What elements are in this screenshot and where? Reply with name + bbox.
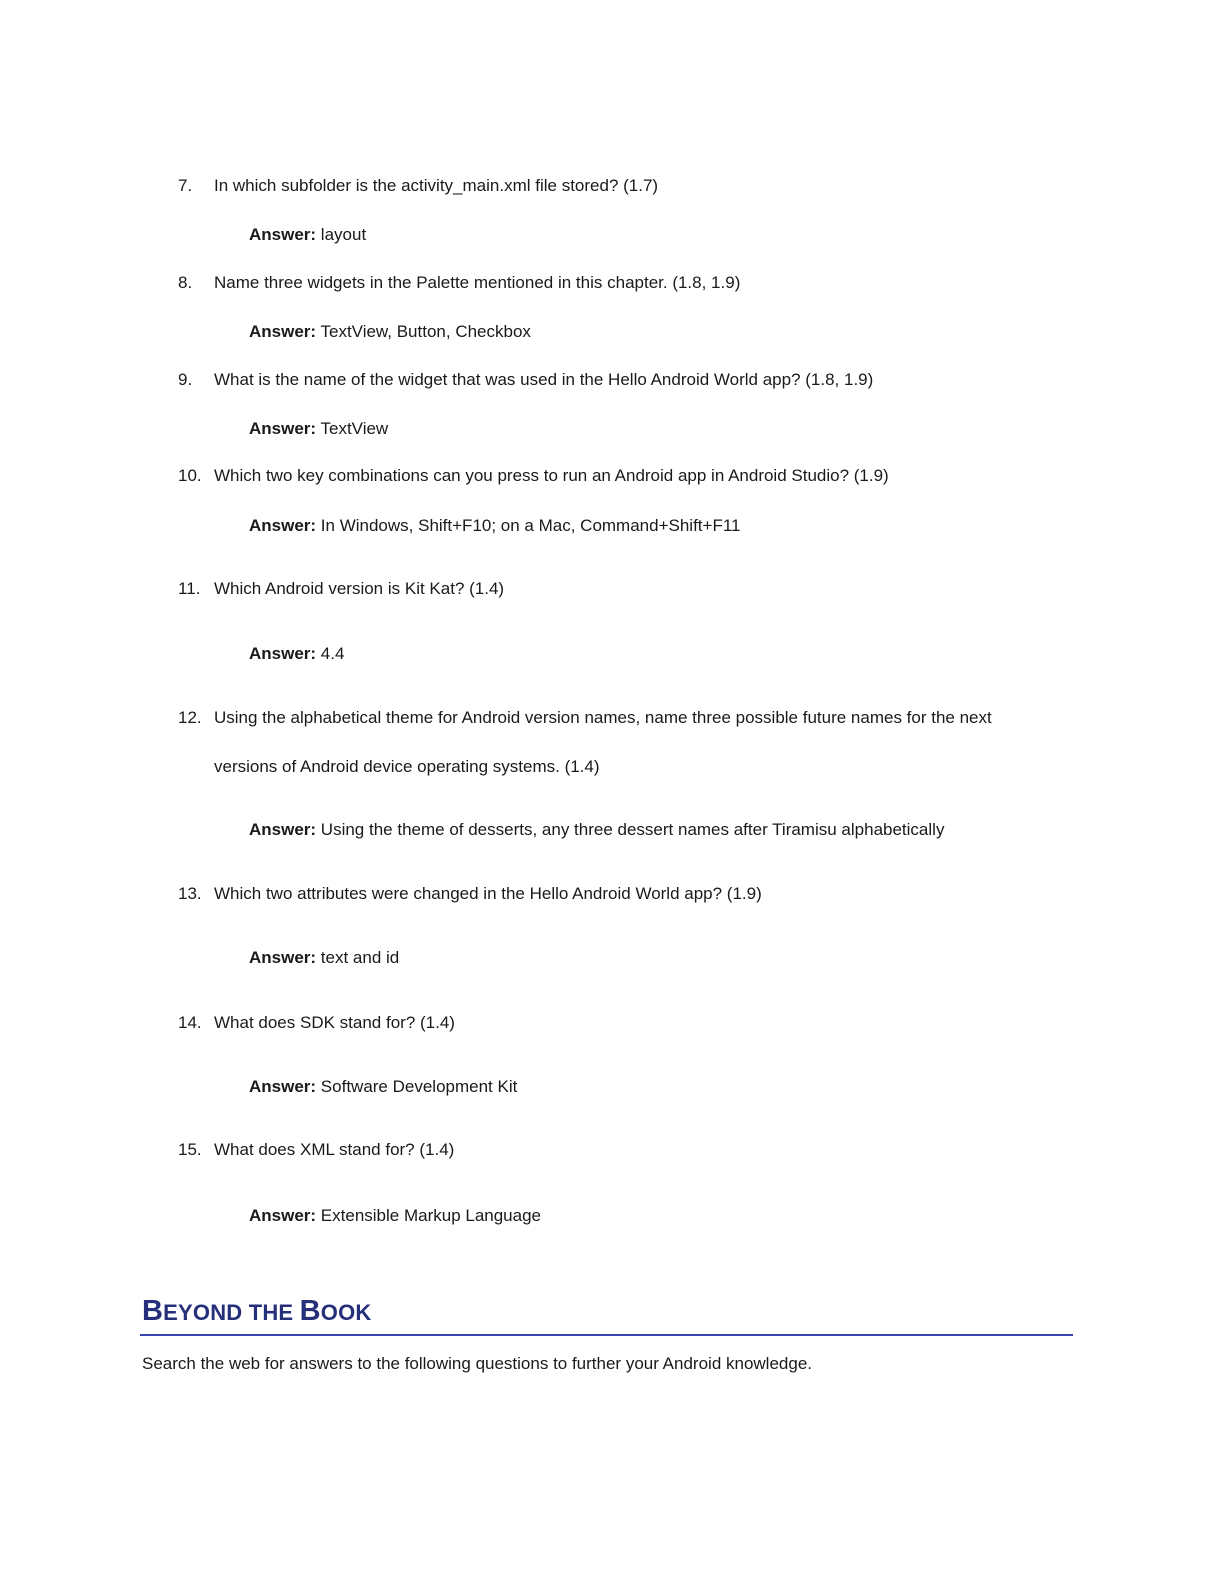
answer-9 — [249, 418, 388, 440]
answer-15 — [249, 1205, 541, 1227]
heading-smallcaps-eyond: EYOND THE — [163, 1300, 300, 1325]
question-12-text-line2: versions of Android device operating systems. (1.4) — [214, 757, 600, 776]
heading-initial-b2: B — [299, 1295, 321, 1327]
heading-rule — [140, 1334, 1073, 1336]
question-13-text: Which two attributes were changed in the Hello Android World app? (1.9) — [214, 884, 762, 903]
heading-initial-b: B — [142, 1295, 164, 1327]
question-11-number: 11. — [178, 579, 201, 598]
heading-smallcaps-ook: OOK — [320, 1300, 372, 1325]
answer-15-text: Extensible Markup Language — [316, 1206, 542, 1225]
question-9-text: What is the name of the widget that was used in the Hello Android World app? (1.8, 1.9) — [214, 370, 874, 389]
question-9-number: 9. — [178, 370, 193, 389]
section-heading — [142, 1294, 372, 1330]
question-8-text: Name three widgets in the Palette mentioned in this chapter. (1.8, 1.9) — [214, 273, 741, 292]
section-intro: Search the web for answers to the following questions to further your Android knowledge. — [142, 1354, 812, 1373]
answer-7 — [249, 224, 366, 246]
question-13-number: 13. — [178, 884, 202, 903]
answer-13 — [249, 947, 399, 969]
answer-label: Answer: — [249, 820, 317, 839]
answer-10-text: In Windows, Shift+F10; on a Mac, Command+Shift+F11 — [316, 516, 741, 535]
question-7-number: 7. — [178, 176, 193, 195]
answer-label: Answer: — [249, 644, 317, 663]
answer-8 — [249, 321, 531, 343]
answer-7-text: layout — [316, 225, 367, 244]
answer-label: Answer: — [249, 419, 317, 438]
answer-10 — [249, 515, 741, 537]
question-10-text: Which two key combinations can you press to run an Android app in Android Studio? (1.9) — [214, 466, 889, 485]
answer-label: Answer: — [249, 225, 317, 244]
question-10-number: 10. — [178, 466, 202, 485]
answer-13-text: text and id — [316, 948, 400, 967]
answer-label: Answer: — [249, 1077, 317, 1096]
answer-label: Answer: — [249, 1206, 317, 1225]
question-12-text: Using the alphabetical theme for Android version names, name three possible future names for the next — [214, 708, 992, 727]
question-8-number: 8. — [178, 273, 193, 292]
answer-9-text: TextView — [316, 419, 389, 438]
answer-14 — [249, 1076, 517, 1098]
answer-11-text: 4.4 — [316, 644, 345, 663]
question-15-number: 15. — [178, 1140, 202, 1159]
answer-12 — [249, 819, 944, 841]
question-15-text: What does XML stand for? (1.4) — [214, 1140, 455, 1159]
answer-label: Answer: — [249, 948, 317, 967]
answer-label: Answer: — [249, 322, 317, 341]
answer-8-text: TextView, Button, Checkbox — [316, 322, 531, 341]
answer-label: Answer: — [249, 516, 317, 535]
question-14-text: What does SDK stand for? (1.4) — [214, 1013, 455, 1032]
answer-14-text: Software Development Kit — [316, 1077, 518, 1096]
question-7-text: In which subfolder is the activity_main.xml file stored? (1.7) — [214, 176, 659, 195]
question-12-number: 12. — [178, 708, 202, 727]
answer-12-text: Using the theme of desserts, any three dessert names after Tiramisu alphabetically — [316, 820, 945, 839]
question-14-number: 14. — [178, 1013, 202, 1032]
question-11-text: Which Android version is Kit Kat? (1.4) — [214, 579, 505, 598]
answer-11 — [249, 643, 344, 665]
